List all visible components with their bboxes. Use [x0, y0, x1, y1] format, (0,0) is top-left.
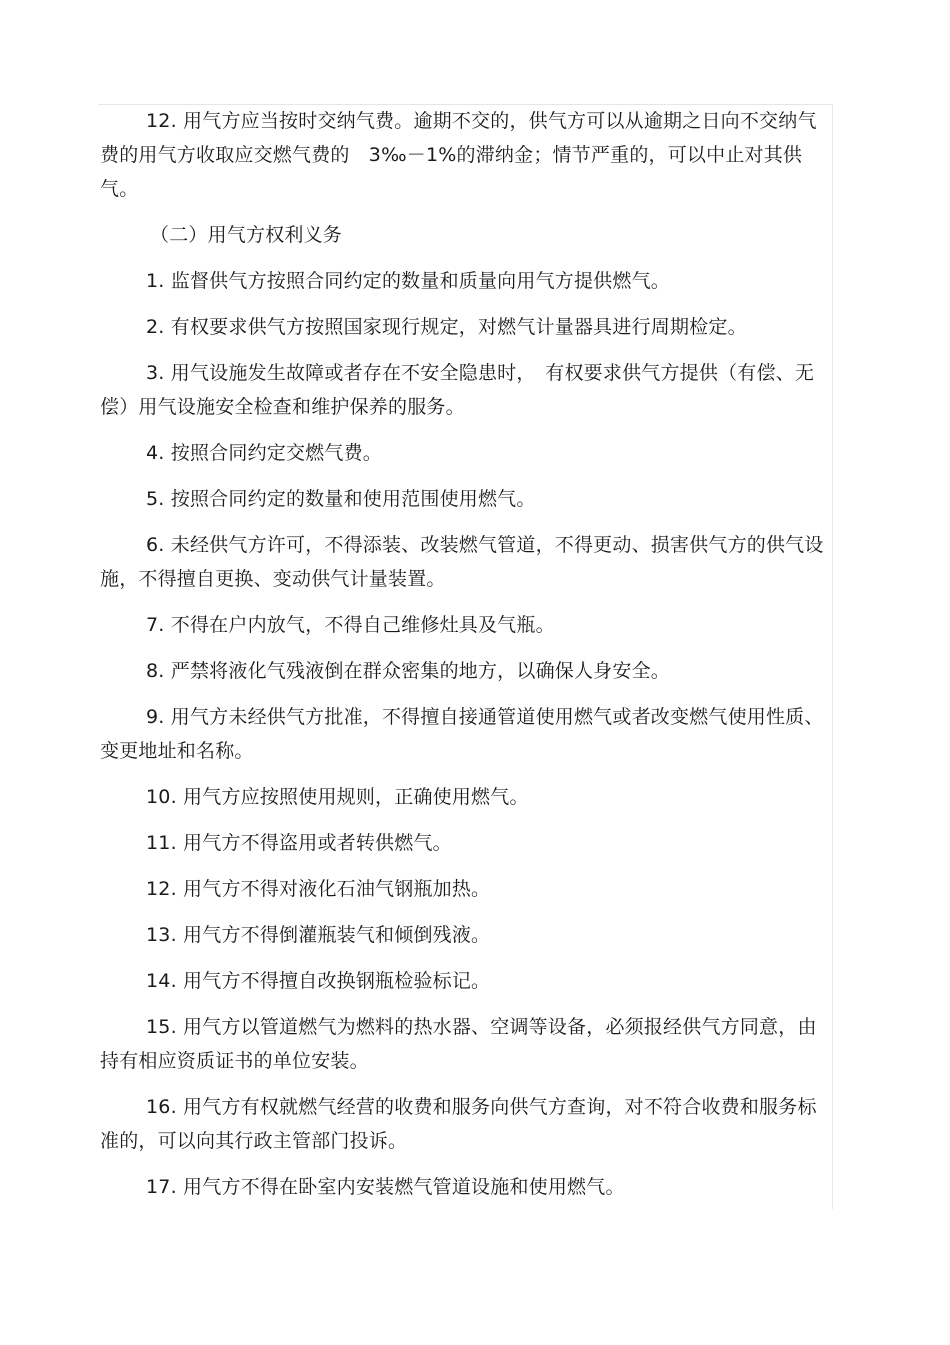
- clause-1: 1. 监督供气方按照合同约定的数量和质量向用气方提供燃气。: [146, 270, 670, 292]
- clause-8: 8. 严禁将液化气残液倒在群众密集的地方，以确保人身安全。: [146, 660, 670, 682]
- section-heading-user-rights: （二）用气方权利义务: [150, 224, 343, 246]
- clause-6: 6. 未经供气方许可，不得添装、改装燃气管道，不得更动、损害供气方的供气设施，不得擅自更换、变动供气计量装置。: [100, 534, 824, 590]
- clause-9: 9. 用气方未经供气方批准，不得擅自接通管道使用燃气或者改变燃气使用性质、变更地址和名称。: [100, 706, 824, 762]
- clause-15: 15. 用气方以管道燃气为燃料的热水器、空调等设备，必须报经供气方同意，由持有相应资质证书的单位安装。: [100, 1016, 817, 1072]
- clause-14: 14. 用气方不得擅自改换钢瓶检验标记。: [146, 970, 491, 992]
- clause-16: 16. 用气方有权就燃气经营的收费和服务向供气方查询，对不符合收费和服务标准的，可以向其行政主管部门投诉。: [100, 1096, 817, 1152]
- clause-12: 12. 用气方不得对液化石油气钢瓶加热。: [146, 878, 491, 900]
- clause-17: 17. 用气方不得在卧室内安装燃气管道设施和使用燃气。: [146, 1176, 625, 1198]
- clause-2: 2. 有权要求供气方按照国家现行规定，对燃气计量器具进行周期检定。: [146, 316, 747, 338]
- clause-7: 7. 不得在户内放气，不得自己维修灶具及气瓶。: [146, 614, 555, 636]
- clause-11: 11. 用气方不得盗用或者转供燃气。: [146, 832, 452, 854]
- clause-5: 5. 按照合同约定的数量和使用范围使用燃气。: [146, 488, 536, 510]
- clause-4: 4. 按照合同约定交燃气费。: [146, 442, 382, 464]
- document-body: [100, 104, 830, 1216]
- clause-12-payment: 12. 用气方应当按时交纳气费。逾期不交的，供气方可以从逾期之日向不交纳气费的用气方收取应交燃气费的 3‰－1%的滞纳金；情节严重的，可以中止对其供气。: [100, 110, 817, 200]
- clause-10: 10. 用气方应按照使用规则，正确使用燃气。: [146, 786, 529, 808]
- clause-13: 13. 用气方不得倒灌瓶装气和倾倒残液。: [146, 924, 491, 946]
- clause-3: 3. 用气设施发生故障或者存在不安全隐患时， 有权要求供气方提供（有偿、无偿）用气设施安全检查和维护保养的服务。: [100, 362, 815, 418]
